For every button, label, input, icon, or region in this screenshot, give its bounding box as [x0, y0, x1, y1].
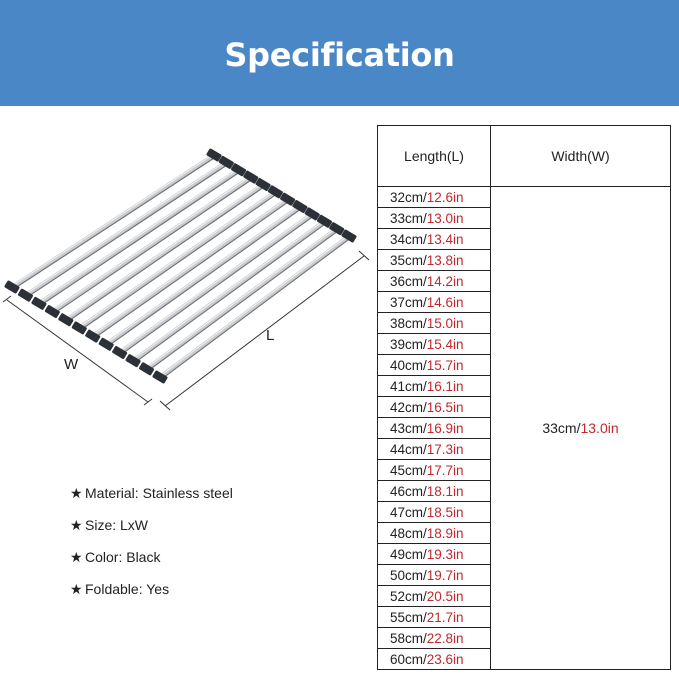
length-inch: 16.9in [426, 420, 464, 436]
width-cell [491, 187, 671, 670]
length-inch: 21.7in [426, 609, 464, 625]
length-cell [378, 271, 491, 292]
length-cm: 48cm/ [390, 525, 427, 541]
length-cell [378, 229, 491, 250]
length-cm: 34cm/ [390, 231, 427, 247]
length-cell [378, 502, 491, 523]
length-inch: 13.0in [426, 210, 464, 226]
product-diagram [0, 140, 370, 420]
length-cm: 41cm/ [390, 378, 427, 394]
length-cell [378, 313, 491, 334]
length-cell [378, 292, 491, 313]
rack-rods [12, 154, 349, 379]
length-cm: 35cm/ [390, 252, 427, 268]
star-icon: ★ [70, 485, 83, 501]
length-cell [378, 334, 491, 355]
length-cm: 44cm/ [390, 441, 427, 457]
length-cm: 33cm/ [390, 210, 427, 226]
length-cm: 32cm/ [390, 189, 427, 205]
length-cell [378, 628, 491, 649]
length-inch: 18.5in [426, 504, 464, 520]
length-cm: 40cm/ [390, 357, 427, 373]
length-cell [378, 460, 491, 481]
length-cm: 38cm/ [390, 315, 427, 331]
length-cell [378, 397, 491, 418]
length-inch: 13.8in [426, 252, 464, 268]
rod-highlight [39, 169, 239, 303]
length-cell [378, 586, 491, 607]
length-cell [378, 208, 491, 229]
length-cm: 55cm/ [390, 609, 427, 625]
length-cell [378, 376, 491, 397]
width-label: W [64, 356, 79, 373]
rack-feet [4, 148, 357, 384]
length-cm: 36cm/ [390, 273, 427, 289]
length-cell [378, 355, 491, 376]
length-cell [378, 250, 491, 271]
star-icon: ★ [70, 581, 83, 597]
length-tick-left [160, 401, 170, 410]
length-cm: 43cm/ [390, 420, 427, 436]
length-inch: 16.5in [426, 399, 464, 415]
length-cm: 42cm/ [390, 399, 427, 415]
feature-item [70, 517, 233, 549]
length-cm: 52cm/ [390, 588, 427, 604]
length-inch: 12.6in [426, 189, 464, 205]
rod-highlight [12, 154, 214, 286]
length-label: L [266, 327, 275, 344]
feature-item [70, 549, 233, 581]
length-cell [378, 544, 491, 565]
length-cm: 47cm/ [390, 504, 427, 520]
feature-text: Foldable: Yes [85, 581, 170, 597]
width-inch: 13.0in [580, 420, 619, 436]
table-header-row [378, 126, 671, 187]
length-cm: 46cm/ [390, 483, 427, 499]
length-inch: 14.6in [426, 294, 464, 310]
length-cell [378, 565, 491, 586]
length-cell [378, 418, 491, 439]
rod-highlight [25, 161, 226, 294]
length-inch: 15.4in [426, 336, 464, 352]
length-header: Length(L) [378, 126, 491, 187]
length-inch: 13.4in [426, 231, 464, 247]
length-cm: 58cm/ [390, 630, 427, 646]
length-inch: 19.7in [426, 567, 464, 583]
feature-item [70, 581, 233, 613]
feature-list [70, 485, 233, 613]
length-cell [378, 649, 491, 670]
length-inch: 20.5in [426, 588, 464, 604]
length-inch: 18.9in [426, 525, 464, 541]
length-inch: 22.8in [426, 630, 464, 646]
width-cm: 33cm/ [542, 420, 581, 436]
length-inch: 18.1in [426, 483, 464, 499]
length-inch: 15.0in [426, 315, 464, 331]
length-inch: 19.3in [426, 546, 464, 562]
length-cm: 50cm/ [390, 567, 427, 583]
width-header: Width(W) [491, 126, 671, 187]
star-icon: ★ [70, 517, 83, 533]
length-cell [378, 607, 491, 628]
length-inch: 23.6in [426, 651, 464, 667]
star-icon: ★ [70, 549, 83, 565]
length-inch: 17.7in [426, 462, 464, 478]
size-table [377, 125, 671, 670]
length-cm: 39cm/ [390, 336, 427, 352]
length-cm: 45cm/ [390, 462, 427, 478]
length-inch: 14.2in [426, 273, 464, 289]
header-banner [0, 0, 679, 106]
length-cell [378, 439, 491, 460]
length-cm: 60cm/ [390, 651, 427, 667]
length-cm: 49cm/ [390, 546, 427, 562]
length-inch: 15.7in [426, 357, 464, 373]
feature-text: Size: LxW [85, 517, 149, 533]
width-tick-left [3, 296, 11, 302]
length-cell [378, 187, 491, 208]
length-cell [378, 481, 491, 502]
feature-text: Color: Black [85, 549, 161, 565]
feature-item [70, 485, 233, 517]
table-row [378, 187, 671, 208]
length-inch: 16.1in [426, 378, 464, 394]
length-cm: 37cm/ [390, 294, 427, 310]
page-title: Specification [224, 36, 455, 74]
length-cell [378, 523, 491, 544]
length-inch: 17.3in [426, 441, 464, 457]
feature-text: Material: Stainless steel [85, 485, 233, 501]
